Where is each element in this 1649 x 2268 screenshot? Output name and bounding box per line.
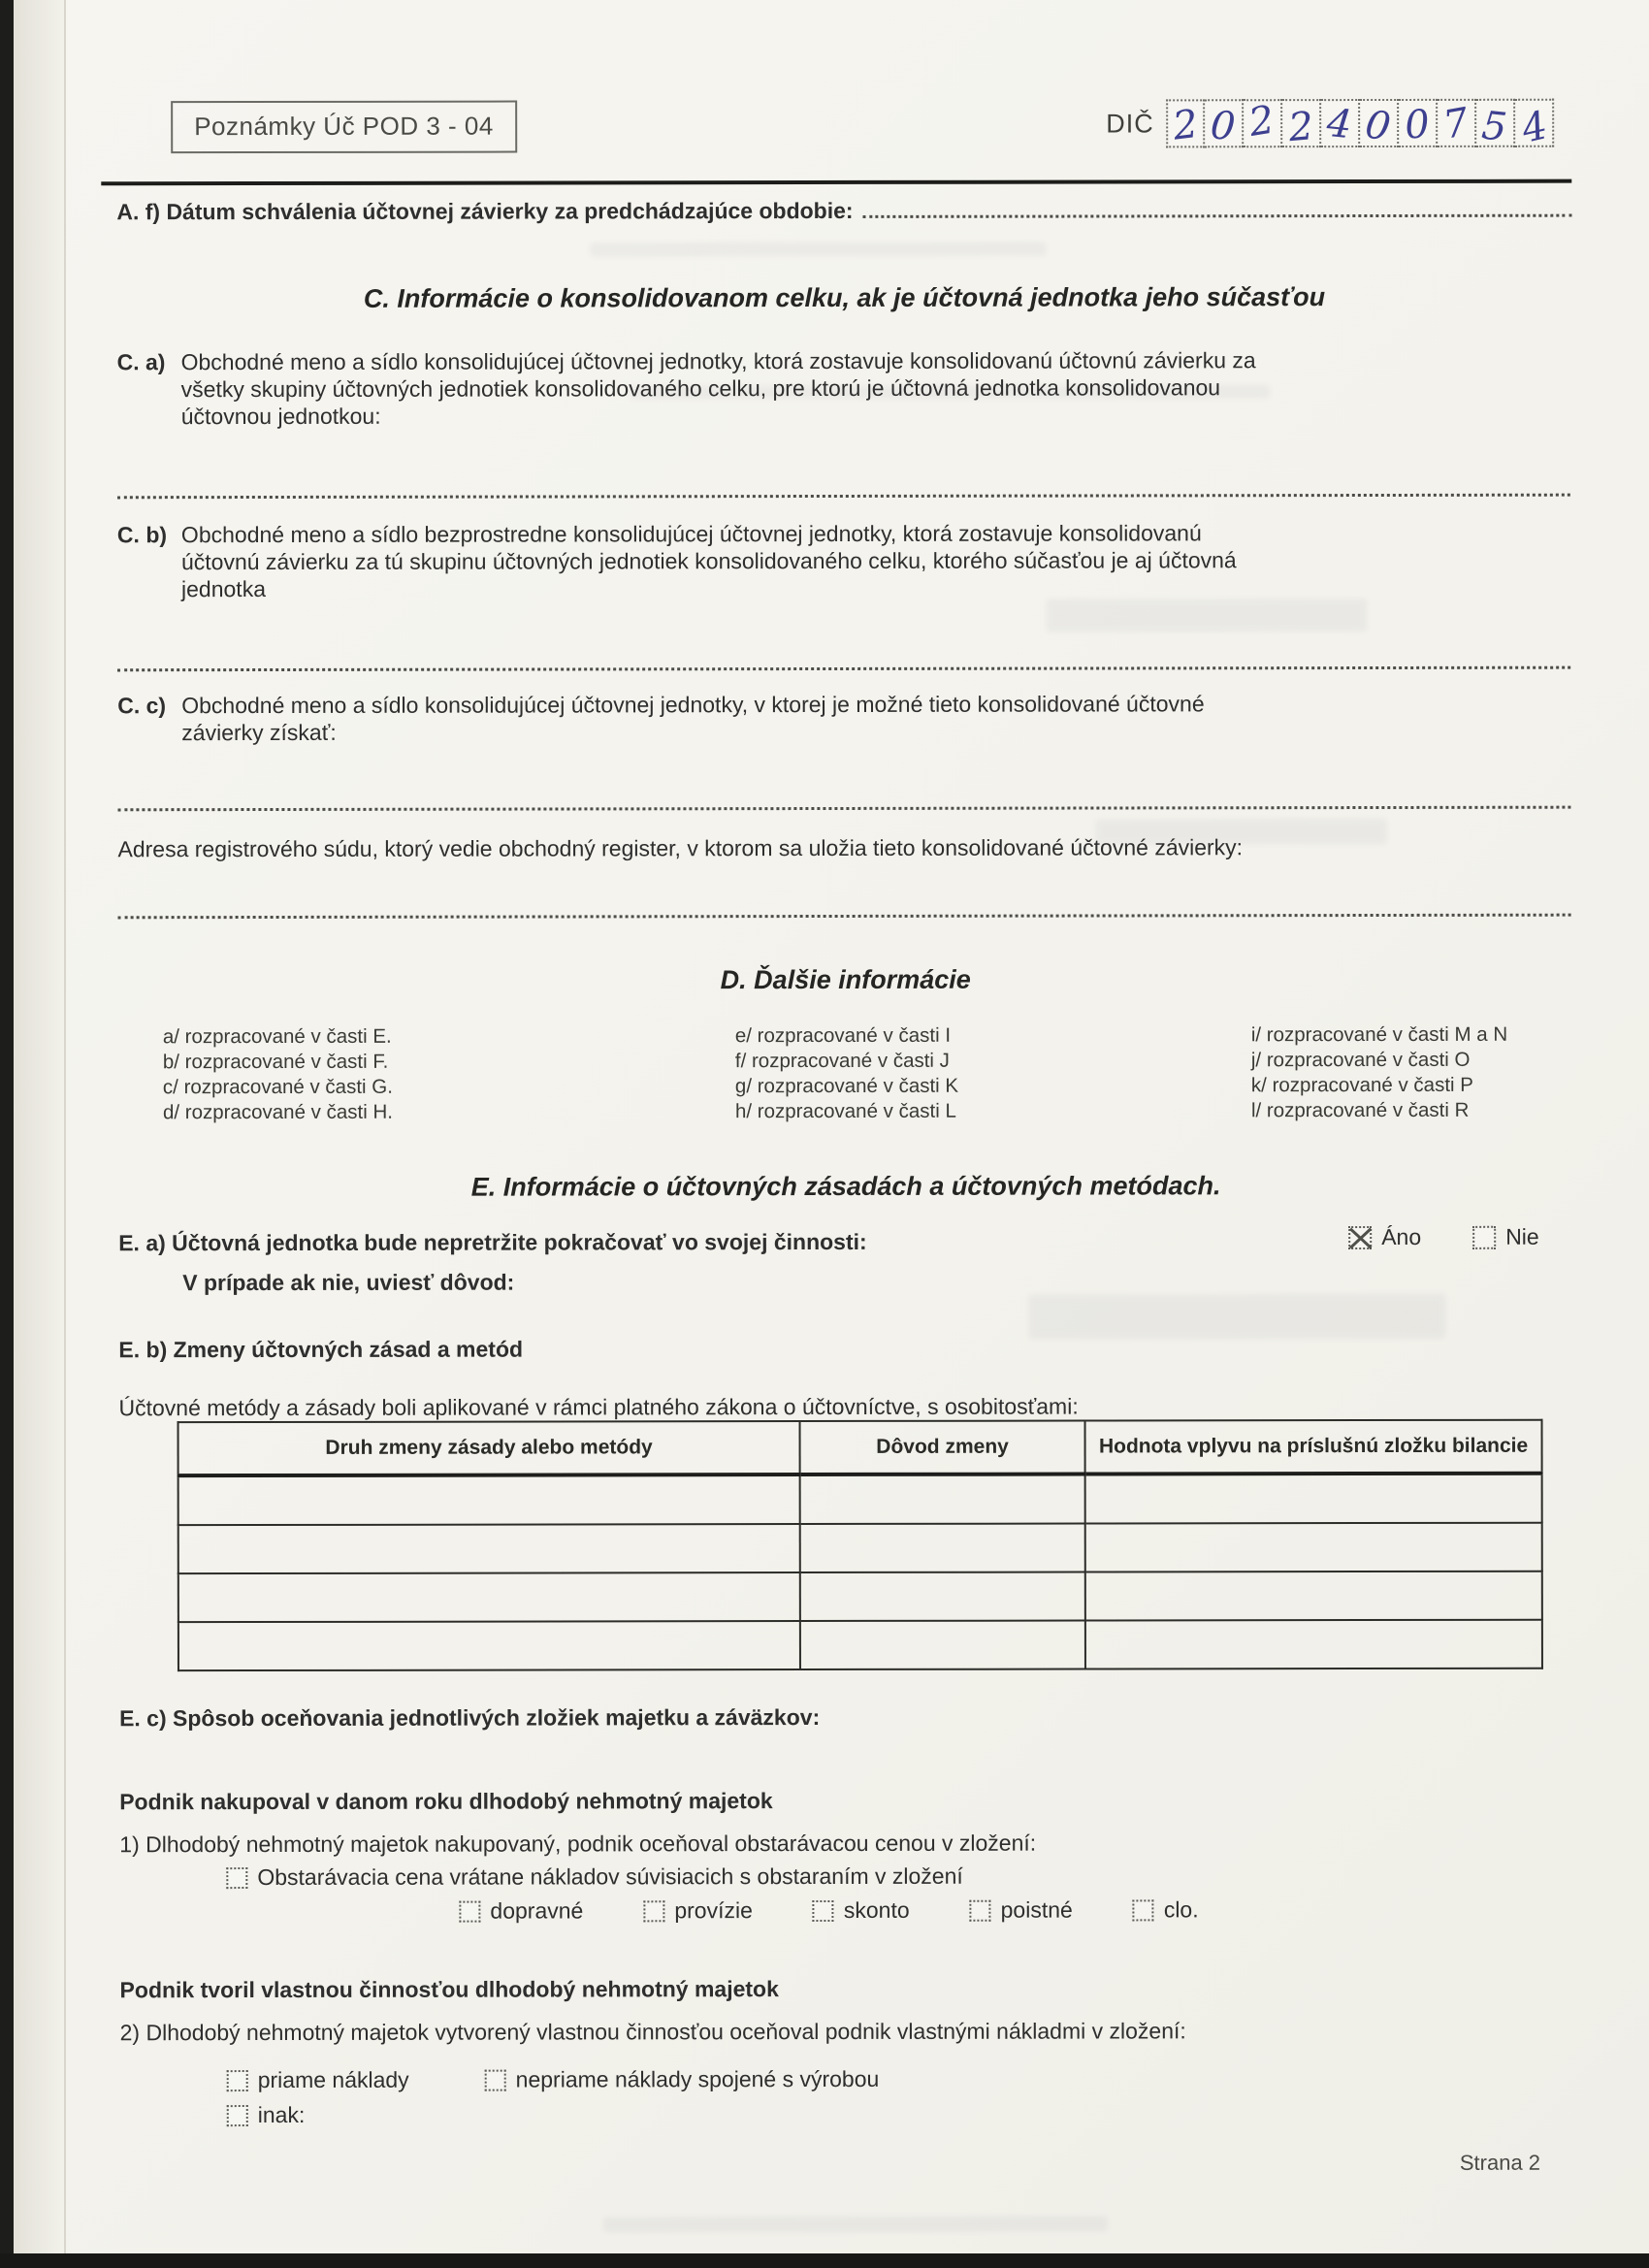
section-a-f-label: A. f) Dátum schválenia účtovnej závierky za predchádzajúce obdobie: <box>116 197 854 225</box>
d-list-item: l/ rozpracované v časti R <box>1250 1098 1470 1122</box>
option-poistne <box>970 1897 1073 1924</box>
form-id-box <box>171 101 517 154</box>
priame-naklady-label: priame náklady <box>257 2066 409 2093</box>
column-header: Hodnota vplyvu na príslušnú zložku bilancie <box>1085 1420 1542 1474</box>
registry-court-line: Adresa registrového súdu, ktorý vedie obchodný register, v ktorom sa uložia tieto konsolidované účtovné závierky: <box>117 834 1244 862</box>
acquisition-cost-option <box>226 1863 962 1891</box>
form-id-label: Poznámky Úč POD 3 - 04 <box>194 111 494 142</box>
option-clo <box>1133 1896 1199 1923</box>
skonto-checkbox[interactable] <box>813 1899 834 1921</box>
paragraph-line: jednotka <box>180 576 267 602</box>
section-e-b-line: E. b) Zmeny účtovných zásad a metód <box>118 1336 524 1363</box>
dic-field <box>1106 97 1554 152</box>
priame-naklady-checkbox[interactable] <box>227 2070 248 2091</box>
d-list-item: c/ rozpracované v časti G. <box>162 1075 393 1099</box>
dopravne-label: dopravné <box>490 1897 584 1924</box>
option-dopravne <box>459 1897 583 1924</box>
dic-digit-cell[interactable] <box>1438 99 1476 147</box>
handwritten-digit: 7 <box>1439 99 1472 148</box>
section-c-a <box>117 346 1256 430</box>
table-cell[interactable] <box>800 1621 1085 1670</box>
table-cell[interactable] <box>1085 1523 1542 1572</box>
section-c-c <box>117 690 1204 746</box>
dic-digit-cell[interactable] <box>1244 99 1282 147</box>
nepriame-naklady-checkbox[interactable] <box>485 2069 506 2090</box>
d-list-column-1 <box>163 1023 735 1125</box>
dic-digit-cell[interactable] <box>1399 99 1438 147</box>
bleedthrough-artifact <box>590 243 1046 257</box>
poistne-label: poistné <box>1000 1896 1073 1923</box>
section-d-heading: D. Ďalšie informácie <box>720 964 971 995</box>
d-list-item: g/ rozpracované v časti K <box>734 1074 959 1098</box>
fill-in-line[interactable] <box>117 494 1570 500</box>
d-list-item: a/ rozpracované v časti E. <box>162 1024 392 1049</box>
acquisition-cost-label: Obstarávacia cena vrátane nákladov súvisiacich s obstaraním v zložení <box>257 1863 963 1891</box>
column-header: Druh zmeny zásady alebo metódy <box>178 1421 800 1475</box>
own-production-point-2: 2) Dlhodobý nehmotný majetok vytvorený vlastnou činnosťou oceňoval podnik vlastnými nákladmi v zložení: <box>119 2018 1186 2046</box>
no-checkbox[interactable] <box>1472 1225 1496 1248</box>
section-c-b-label: C. b) <box>116 522 168 548</box>
dic-digit-cell[interactable] <box>1205 99 1244 150</box>
section-c-a-label: C. a) <box>116 349 166 375</box>
section-c-b <box>117 519 1237 602</box>
handwritten-digit: 2 <box>1245 97 1277 146</box>
paragraph-line: účtovnú závierku za tú skupinu účtovných jednotiek konsolidovaného celku, ktorého súčasťou je aj účtovná <box>180 547 1237 575</box>
option-priame-naklady <box>227 2067 409 2093</box>
option-skonto <box>813 1897 910 1924</box>
dic-cells <box>1166 97 1554 152</box>
d-list-item: i/ rozpracované v časti M a N <box>1250 1022 1508 1047</box>
purchase-options-row <box>459 1896 1198 1924</box>
section-e-c-line: E. c) Spôsob oceňovania jednotlivých zložiek majetku a záväzkov: <box>119 1704 821 1732</box>
dic-digit-cell[interactable] <box>1360 99 1399 150</box>
table-row <box>178 1474 1542 1525</box>
acquisition-cost-checkbox[interactable] <box>226 1867 247 1889</box>
d-list-item: h/ rozpracované v časti L <box>734 1099 956 1123</box>
table-cell[interactable] <box>1085 1474 1542 1524</box>
option-provizie <box>643 1897 753 1924</box>
purchase-point-1: 1) Dlhodobý nehmotný majetok nakupovaný, podnik oceňoval obstarávacou cenou v zložení: <box>119 1830 1037 1858</box>
paragraph-line: všetky skupiny účtovných jednotiek konsolidovaného celku, pre ktorú je účtovná jednotka konsolidovanou <box>180 374 1221 403</box>
clo-checkbox[interactable] <box>1133 1899 1154 1921</box>
header-rule <box>101 179 1571 186</box>
own-production-title: Podnik tvoril vlastnou činnosťou dlhodobý nehmotný majetok <box>119 1976 779 2003</box>
dic-label: DIČ <box>1106 108 1154 138</box>
yes-checkbox[interactable] <box>1348 1226 1372 1249</box>
section-c-heading: C. Informácie o konsolidovanom celku, ak je účtovná jednotka jeho súčasťou <box>363 282 1326 313</box>
table-cell[interactable] <box>1085 1620 1542 1669</box>
clo-label: clo. <box>1163 1896 1199 1923</box>
inak-checkbox[interactable] <box>227 2105 248 2126</box>
changes-table <box>178 1419 1543 1671</box>
table-cell[interactable] <box>178 1572 800 1622</box>
d-list-column-2 <box>735 1022 1251 1124</box>
section-a-f-row <box>116 197 1571 226</box>
table-cell[interactable] <box>178 1524 800 1573</box>
handwritten-digit: 4 <box>1324 100 1354 148</box>
dic-digit-cell[interactable] <box>1282 99 1321 151</box>
dic-digit-cell[interactable] <box>1166 99 1205 147</box>
fill-in-line[interactable] <box>117 666 1570 672</box>
table-cell[interactable] <box>800 1474 1085 1525</box>
table-cell[interactable] <box>1085 1571 1542 1621</box>
fill-in-line[interactable] <box>118 914 1571 920</box>
handwritten-digit: 2 <box>1286 104 1315 151</box>
handwritten-digit: 2 <box>1170 101 1201 149</box>
paragraph-line: Obchodné meno a sídlo bezprostredne konsolidujúcej účtovnej jednotky, ktorá zostavuje konsolidovanú <box>180 520 1202 548</box>
table-cell[interactable] <box>800 1524 1085 1573</box>
handwritten-digit: 5 <box>1479 103 1509 150</box>
dic-digit-cell[interactable] <box>1515 99 1554 152</box>
section-c-a-text <box>181 346 1256 430</box>
table-intro: Účtovné metódy a zásady boli aplikované v rámci platného zákona o účtovníctve, s osobitosťami: <box>118 1393 1079 1421</box>
no-label: Nie <box>1505 1223 1539 1249</box>
handwritten-digit: 0 <box>1208 103 1238 150</box>
handwritten-digit: 0 <box>1362 102 1394 150</box>
yes-option <box>1348 1224 1421 1250</box>
option-nepriame-naklady <box>485 2066 880 2093</box>
dic-digit-cell[interactable] <box>1476 99 1515 150</box>
column-header: Dôvod zmeny <box>800 1421 1085 1475</box>
table-cell[interactable] <box>178 1621 800 1670</box>
option-inak <box>227 2102 306 2128</box>
section-c-c-label: C. c) <box>117 693 167 719</box>
handwritten-digit: 4 <box>1517 103 1552 152</box>
d-list-item: d/ rozpracované v časti H. <box>162 1100 393 1124</box>
provizie-label: provízie <box>674 1897 753 1924</box>
paragraph-line: Obchodné meno a sídlo konsolidujúcej účtovnej jednotky, ktorá zostavuje konsolidovanú účtovnú závierku za <box>180 347 1256 375</box>
dic-digit-cell[interactable] <box>1321 99 1360 147</box>
section-c-b-text <box>181 519 1237 602</box>
section-e-heading: E. Informácie o účtovných zásadách a účtovných metódach. <box>470 1171 1221 1202</box>
provizie-checkbox[interactable] <box>643 1900 664 1922</box>
nepriame-naklady-label: nepriame náklady spojené s výrobou <box>515 2065 880 2092</box>
bleedthrough-artifact <box>1047 599 1367 632</box>
d-list-item: j/ rozpracované v časti O <box>1250 1048 1471 1072</box>
d-list-item: b/ rozpracované v časti F. <box>162 1050 389 1074</box>
fill-in-line[interactable] <box>863 214 1572 218</box>
inak-label: inak: <box>257 2101 306 2128</box>
table-cell[interactable] <box>178 1474 800 1525</box>
poistne-checkbox[interactable] <box>970 1899 991 1921</box>
paragraph-line: závierky získať: <box>181 719 337 746</box>
own-production-options-row <box>227 2066 880 2093</box>
table-row <box>178 1571 1542 1622</box>
d-list-item: f/ rozpracované v časti J <box>734 1049 950 1073</box>
d-list-column-3 <box>1251 1022 1610 1124</box>
section-e-a-note: V prípade ak nie, uviesť dôvod: <box>182 1269 515 1296</box>
no-option <box>1472 1224 1539 1250</box>
yes-label: Áno <box>1381 1223 1422 1249</box>
handwritten-digit: 0 <box>1403 102 1432 148</box>
bleedthrough-artifact <box>1028 1294 1445 1340</box>
table-row <box>178 1620 1542 1670</box>
purchase-title: Podnik nakupoval v danom roku dlhodobý nehmotný majetok <box>119 1788 773 1815</box>
d-list-item: k/ rozpracované v časti P <box>1250 1073 1473 1097</box>
paragraph-line: účtovnou jednotkou: <box>180 403 381 430</box>
paragraph-line: Obchodné meno a sídlo konsolidujúcej účtovnej jednotky, v ktorej je možné tieto konsolidované účtovné <box>181 691 1205 719</box>
section-c-c-text <box>181 690 1204 746</box>
table-cell[interactable] <box>800 1572 1085 1622</box>
dopravne-checkbox[interactable] <box>459 1900 480 1922</box>
section-d-list <box>163 1022 1610 1126</box>
section-e-a-line: E. a) Účtovná jednotka bude nepretržite pokračovať vo svojej činnosti: <box>118 1228 867 1256</box>
bleedthrough-artifact <box>603 2216 1108 2232</box>
table-row <box>178 1523 1542 1573</box>
page-number: Strana 2 <box>1459 2150 1541 2175</box>
fill-in-line[interactable] <box>117 806 1570 812</box>
table-header-row <box>178 1420 1542 1475</box>
d-list-item: e/ rozpracované v časti I <box>734 1023 952 1048</box>
skonto-label: skonto <box>843 1896 910 1923</box>
